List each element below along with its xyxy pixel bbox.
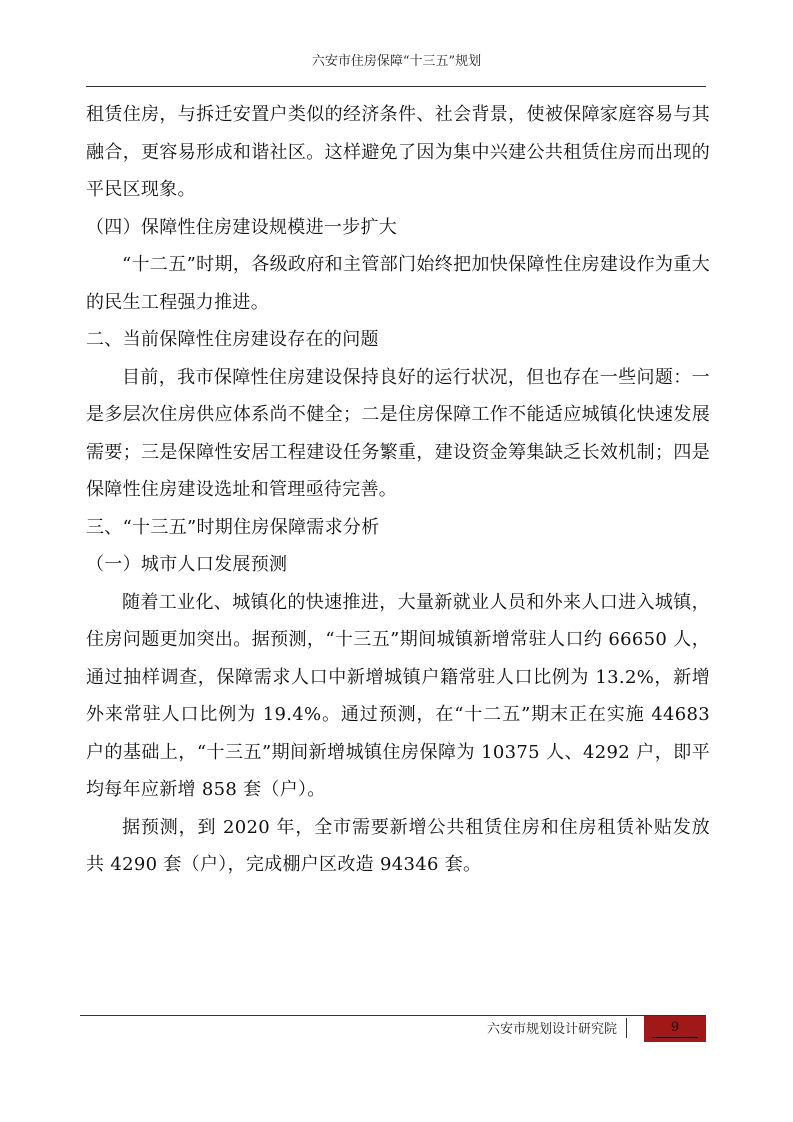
paragraph-problems: 目前，我市保障性住房建设保持良好的运行状况，但也存在一些问题：一是多层次住房供应体系尚不健全；二是住房保障工作不能适应城镇化快速发展需要；三是保障性安居工程建设任务繁重，建设资金筹集缺乏长效机制；四是保障性住房建设选址和管理亟待完善。 (86, 366, 710, 500)
paragraph-population-forecast: 随着工业化、城镇化的快速推进，大量新就业人员和外来人口进入城镇，住房问题更加突出。据预测，“十三五”期间城镇新增常驻人口约 66650 人，通过抽样调查，保障需求人口中新增城镇户籍常驻人口比例为 13.2%，新增外来常驻人口比例为 19.4%。通过预测，在“十二五”期末正在实施 44683 户的基础上，“十三五”期间新增城镇住房保障为 10375 人、4292 户，即平均每年应新增 858 套（户）。 (86, 591, 710, 800)
section-heading-demand: 三、“十三五”时期住房保障需求分析 (86, 516, 380, 538)
paragraph-continuation: 租赁住房，与拆迁安置户类似的经济条件、社会背景，使被保障家庭容易与其融合，更容易形成和谐社区。这样避免了因为集中兴建公共租赁住房而出现的平民区现象。 (86, 104, 710, 200)
section-heading-problems: 二、当前保障性住房建设存在的问题 (86, 329, 379, 350)
section-heading-4: （四）保障性住房建设规模进一步扩大 (86, 216, 398, 238)
paragraph-twelfth-plan: “十二五”时期，各级政府和主管部门始终把加快保障性住房建设作为重大的民生工程强力推进。 (86, 254, 710, 313)
page-number-box (644, 1016, 706, 1042)
footer-divider (80, 1015, 706, 1016)
document-body (86, 96, 710, 884)
page-header-title: 六安市住房保障“十三五”规划 (311, 54, 482, 69)
footer-separator (626, 1018, 627, 1038)
footer-institute: 六安市规划设计研究院 (486, 1022, 617, 1037)
header-divider (86, 86, 706, 87)
subsection-heading-population: （一）城市人口发展预测 (86, 554, 288, 575)
page-number: 9 (652, 1019, 698, 1038)
paragraph-2020-forecast: 据预测，到 2020 年，全市需要新增公共租赁住房和住房租赁补贴发放共 4290 套（户），完成棚户区改造 94346 套。 (86, 816, 710, 875)
